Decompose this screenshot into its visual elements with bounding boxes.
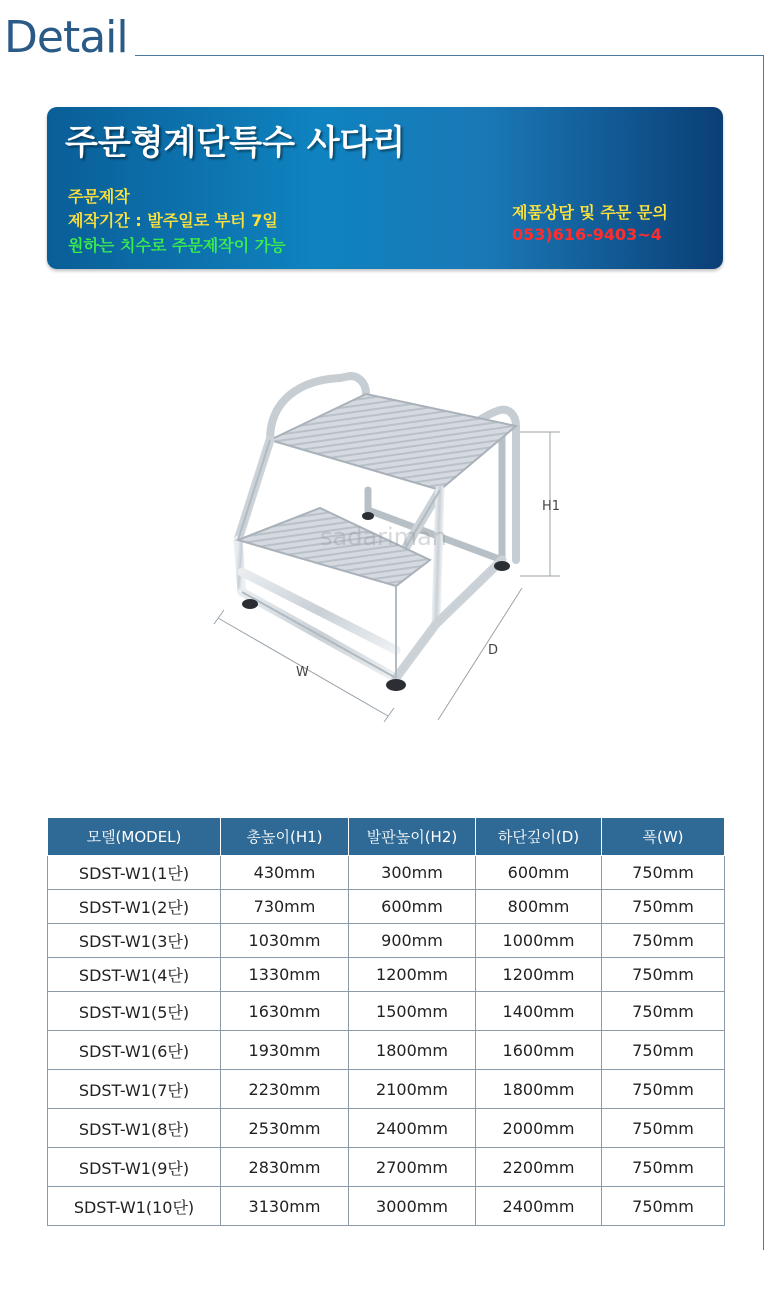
cell-model: SDST-W1(2단) bbox=[48, 890, 221, 924]
table-header-row bbox=[48, 818, 725, 856]
banner-contact-phone[interactable]: 053)616-9403~4 bbox=[512, 225, 662, 244]
spec-table bbox=[47, 817, 725, 1226]
cell-model: SDST-W1(5단) bbox=[48, 992, 221, 1031]
cell-w: 750mm bbox=[602, 1031, 725, 1070]
header-width: 폭(W) bbox=[602, 818, 725, 856]
cell-h2: 3000mm bbox=[349, 1187, 476, 1226]
cell-w: 750mm bbox=[602, 1148, 725, 1187]
dimension-label-w: W bbox=[296, 665, 309, 680]
cell-h1: 1630mm bbox=[221, 992, 349, 1031]
cell-d: 2000mm bbox=[476, 1109, 602, 1148]
cell-d: 600mm bbox=[476, 856, 602, 890]
table-row bbox=[48, 1109, 725, 1148]
cell-h2: 2100mm bbox=[349, 1070, 476, 1109]
cell-d: 800mm bbox=[476, 890, 602, 924]
cell-h2: 900mm bbox=[349, 924, 476, 958]
table-row bbox=[48, 1187, 725, 1226]
table-row bbox=[48, 1031, 725, 1070]
cell-w: 750mm bbox=[602, 890, 725, 924]
cell-h1: 430mm bbox=[221, 856, 349, 890]
dimension-label-h1: H1 bbox=[542, 499, 561, 514]
cell-h1: 2530mm bbox=[221, 1109, 349, 1148]
product-banner bbox=[47, 107, 723, 269]
cell-h2: 600mm bbox=[349, 890, 476, 924]
cell-h1: 1930mm bbox=[221, 1031, 349, 1070]
cell-w: 750mm bbox=[602, 958, 725, 992]
cell-w: 750mm bbox=[602, 856, 725, 890]
header-model: 모델(MODEL) bbox=[48, 818, 221, 856]
banner-lead-time: 제작기간 : 발주일로 부터 7일 bbox=[68, 211, 278, 230]
cell-model: SDST-W1(7단) bbox=[48, 1070, 221, 1109]
dimension-label-d: D bbox=[488, 643, 499, 658]
table-row bbox=[48, 1148, 725, 1187]
table-row bbox=[48, 890, 725, 924]
cell-h2: 300mm bbox=[349, 856, 476, 890]
header-base-depth: 하단깊이(D) bbox=[476, 818, 602, 856]
header-total-height: 총높이(H1) bbox=[221, 818, 349, 856]
cell-d: 1600mm bbox=[476, 1031, 602, 1070]
watermark: sadariman bbox=[320, 523, 447, 551]
cell-model: SDST-W1(1단) bbox=[48, 856, 221, 890]
header-step-height: 발판높이(H2) bbox=[349, 818, 476, 856]
cell-w: 750mm bbox=[602, 992, 725, 1031]
cell-d: 1800mm bbox=[476, 1070, 602, 1109]
table-row bbox=[48, 924, 725, 958]
cell-h2: 2400mm bbox=[349, 1109, 476, 1148]
cell-h2: 2700mm bbox=[349, 1148, 476, 1187]
table-row bbox=[48, 992, 725, 1031]
cell-model: SDST-W1(4단) bbox=[48, 958, 221, 992]
cell-d: 1000mm bbox=[476, 924, 602, 958]
cell-d: 2200mm bbox=[476, 1148, 602, 1187]
cell-w: 750mm bbox=[602, 1187, 725, 1226]
banner-title: 주문형계단특수 사다리 bbox=[65, 123, 406, 163]
cell-d: 1400mm bbox=[476, 992, 602, 1031]
cell-h1: 2230mm bbox=[221, 1070, 349, 1109]
table-row bbox=[48, 1070, 725, 1109]
step-ladder-illustration bbox=[200, 360, 600, 740]
cell-d: 1200mm bbox=[476, 958, 602, 992]
cell-h2: 1500mm bbox=[349, 992, 476, 1031]
cell-h1: 2830mm bbox=[221, 1148, 349, 1187]
cell-w: 750mm bbox=[602, 1109, 725, 1148]
banner-custom-order: 주문제작 bbox=[68, 187, 130, 206]
cell-w: 750mm bbox=[602, 1070, 725, 1109]
banner-custom-size: 원하는 치수로 주문제작이 가능 bbox=[68, 236, 286, 255]
cell-h1: 1330mm bbox=[221, 958, 349, 992]
cell-model: SDST-W1(10단) bbox=[48, 1187, 221, 1226]
cell-w: 750mm bbox=[602, 924, 725, 958]
heading-rule-horizontal bbox=[135, 55, 764, 56]
cell-h1: 1030mm bbox=[221, 924, 349, 958]
table-row bbox=[48, 856, 725, 890]
cell-h1: 3130mm bbox=[221, 1187, 349, 1226]
cell-model: SDST-W1(6단) bbox=[48, 1031, 221, 1070]
heading-rule-vertical bbox=[763, 55, 764, 1250]
detail-heading: Detail bbox=[4, 12, 128, 63]
cell-h2: 1200mm bbox=[349, 958, 476, 992]
cell-model: SDST-W1(3단) bbox=[48, 924, 221, 958]
product-image bbox=[200, 360, 600, 740]
banner-contact-label: 제품상담 및 주문 문의 bbox=[512, 203, 668, 222]
table-row bbox=[48, 958, 725, 992]
cell-d: 2400mm bbox=[476, 1187, 602, 1226]
cell-h2: 1800mm bbox=[349, 1031, 476, 1070]
cell-h1: 730mm bbox=[221, 890, 349, 924]
cell-model: SDST-W1(8단) bbox=[48, 1109, 221, 1148]
cell-model: SDST-W1(9단) bbox=[48, 1148, 221, 1187]
